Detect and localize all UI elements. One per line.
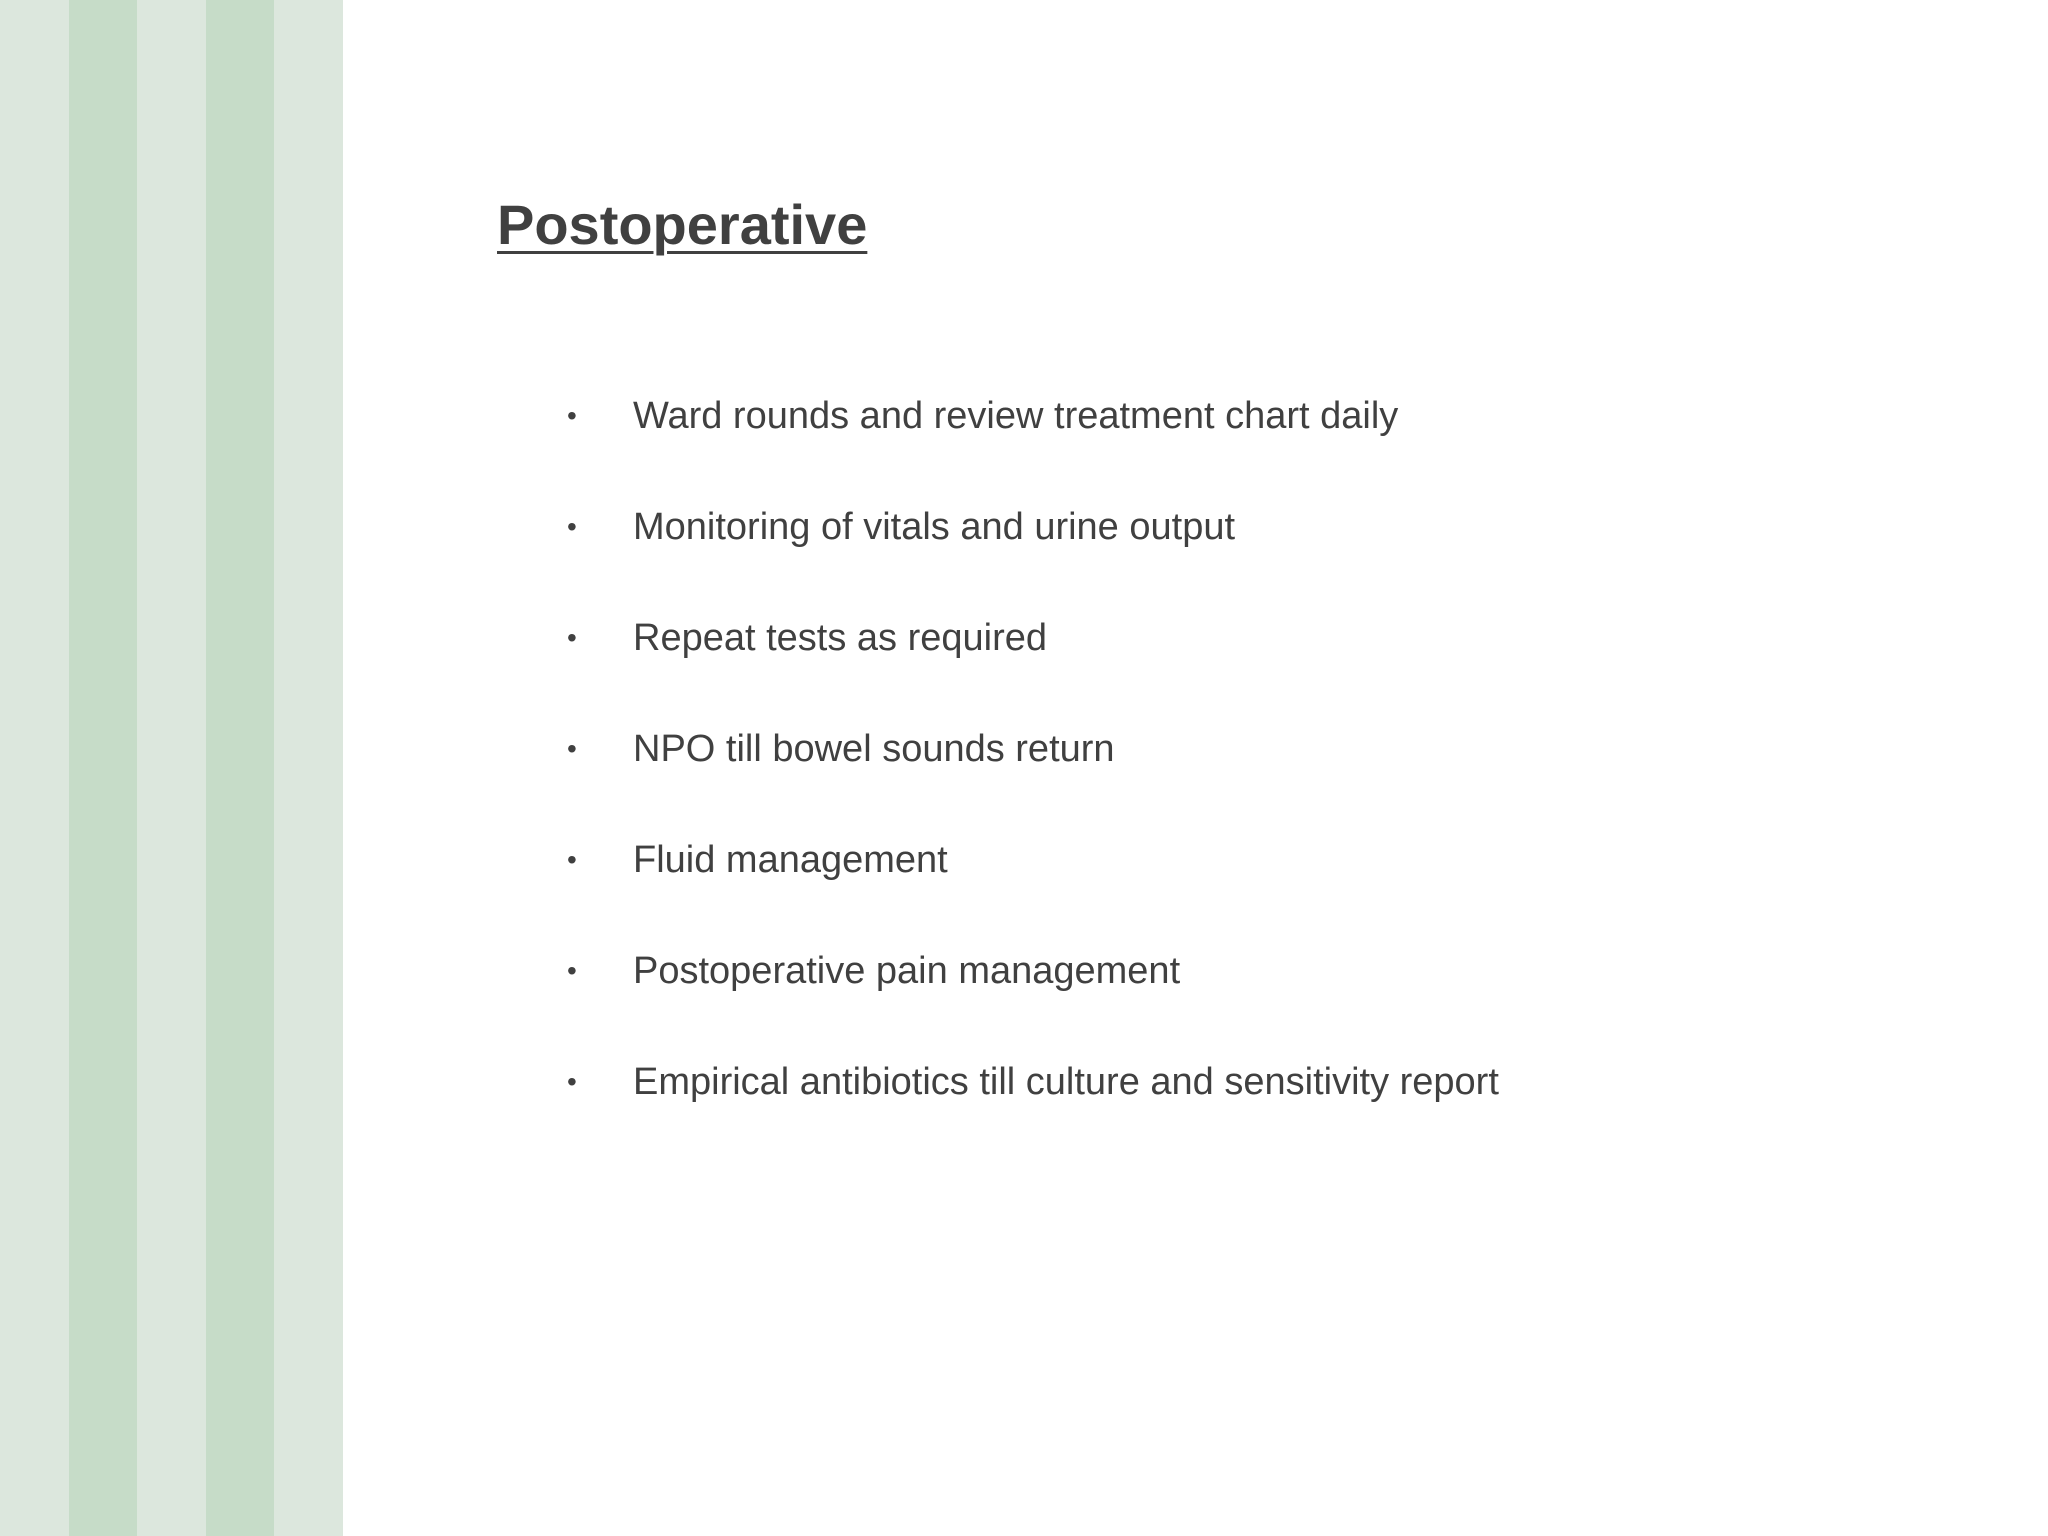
- bullet-text: Postoperative pain management: [633, 950, 1181, 992]
- bullet-text: Fluid management: [633, 839, 948, 881]
- bullet-text: Repeat tests as required: [633, 617, 1048, 659]
- bullet-item: [565, 834, 1499, 945]
- bullet-icon: •: [567, 400, 577, 431]
- bullet-icon: •: [567, 844, 577, 875]
- bullet-item: [565, 723, 1499, 834]
- bullet-icon: •: [567, 622, 577, 653]
- bullet-icon: •: [567, 511, 577, 542]
- stripe: [274, 0, 343, 1536]
- stripe: [137, 0, 206, 1536]
- bullet-item: [565, 501, 1499, 612]
- bullet-item: [565, 945, 1499, 1056]
- bullet-icon: •: [567, 955, 577, 986]
- stripe: [0, 0, 69, 1536]
- stripe: [69, 0, 137, 1536]
- bullet-text: Ward rounds and review treatment chart daily: [633, 395, 1399, 437]
- bullet-text: Empirical antibiotics till culture and sensitivity report: [633, 1061, 1499, 1103]
- bullet-list: [565, 390, 1499, 1167]
- stripe: [206, 0, 274, 1536]
- bullet-item: [565, 390, 1499, 501]
- bullet-icon: •: [567, 1066, 577, 1097]
- slide-title: Postoperative: [497, 193, 868, 256]
- bullet-item: [565, 1056, 1499, 1167]
- decorative-stripes: [0, 0, 343, 1536]
- bullet-text: NPO till bowel sounds return: [633, 728, 1115, 770]
- bullet-text: Monitoring of vitals and urine output: [633, 506, 1236, 548]
- bullet-icon: •: [567, 733, 577, 764]
- bullet-item: [565, 612, 1499, 723]
